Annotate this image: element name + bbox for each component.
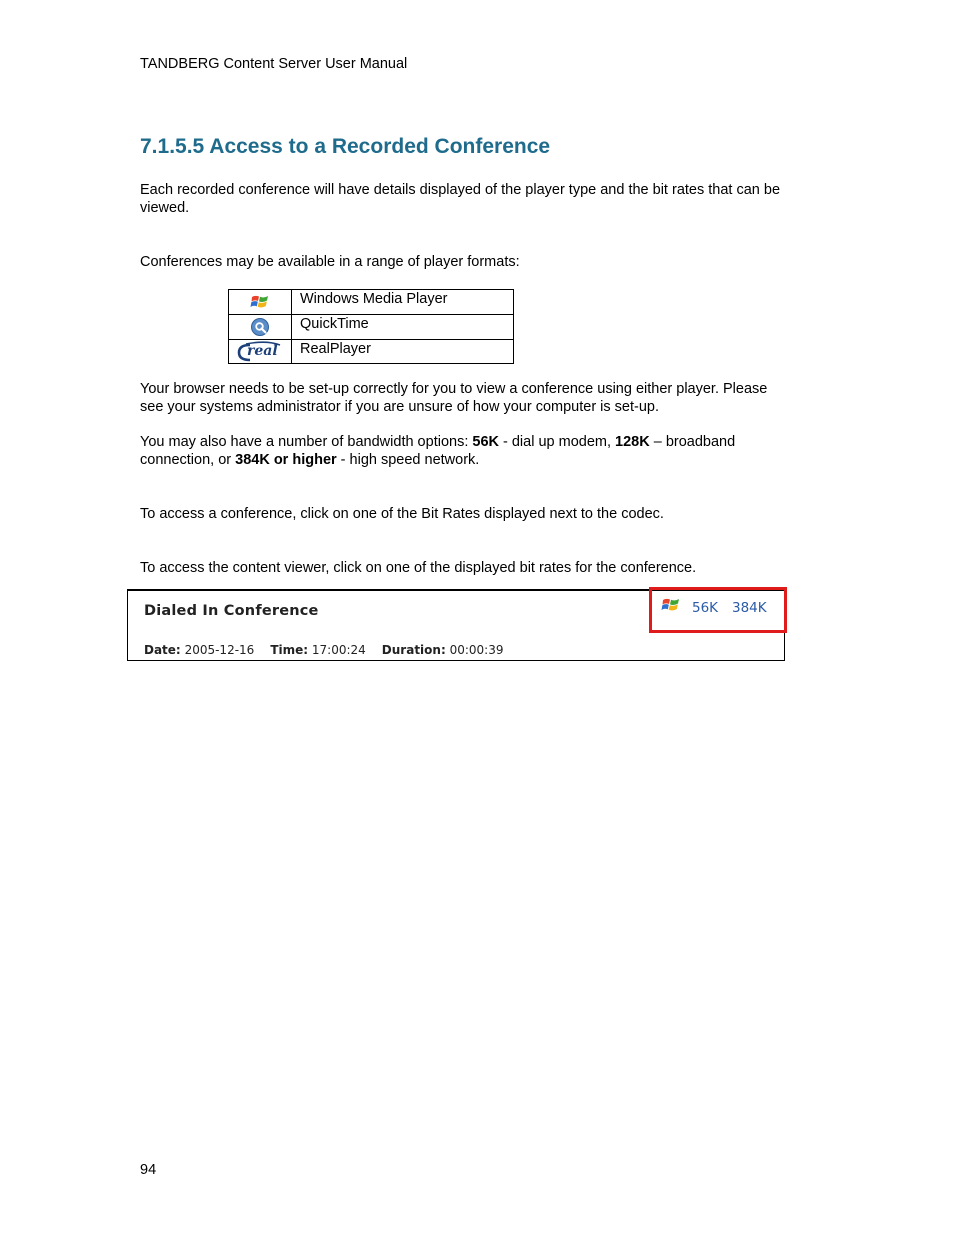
bandwidth-option-128k: 128K — [615, 434, 650, 450]
table-cell-icon — [229, 340, 292, 364]
access-paragraph: To access a conference, click on one of the Bit Rates displayed next to the codec. — [140, 506, 664, 522]
player-formats-table — [228, 289, 514, 364]
conference-meta — [144, 641, 504, 659]
bandwidth-option-384k: 384K or higher — [235, 452, 337, 468]
page-header: TANDBERG Content Server User Manual — [140, 56, 408, 72]
table-row — [229, 290, 514, 315]
table-cell-icon — [229, 290, 292, 315]
player-label: QuickTime — [292, 315, 514, 340]
conference-duration: 00:00:39 — [449, 643, 504, 657]
conference-entry — [127, 589, 785, 661]
windows-media-icon — [661, 596, 681, 614]
realplayer-logo-text: real — [247, 342, 278, 359]
conference-time: 17:00:24 — [311, 643, 366, 657]
bandwidth-text: - dial up modem, — [498, 434, 616, 450]
conference-date: 2005-12-16 — [184, 643, 255, 657]
player-label: RealPlayer — [292, 340, 514, 364]
bit-rates-highlight — [649, 587, 787, 633]
bit-rate-link-56k[interactable]: 56K — [692, 600, 719, 616]
bandwidth-text: – broadband connection, or — [140, 434, 736, 468]
conference-title: Dialed In Conference — [144, 603, 319, 619]
windows-media-icon — [250, 293, 270, 311]
section-title: 7.1.5.5 Access to a Recorded Conference — [140, 135, 551, 158]
date-label: Date: — [144, 643, 181, 657]
viewer-paragraph: To access the content viewer, click on one of the displayed bit rates for the conference. — [140, 560, 697, 576]
player-label: Windows Media Player — [292, 290, 514, 315]
table-row — [229, 315, 514, 340]
table-cell-icon — [229, 315, 292, 340]
bandwidth-option-56k: 56K — [472, 434, 499, 450]
bandwidth-paragraph — [140, 433, 800, 469]
duration-label: Duration: — [381, 643, 446, 657]
page-number: 94 — [140, 1162, 157, 1178]
bandwidth-text: You may also have a number of bandwidth options: — [140, 434, 473, 450]
formats-paragraph: Conferences may be available in a range of player formats: — [140, 254, 520, 270]
intro-paragraph: Each recorded conference will have details displayed of the player type and the bit rates that can be viewed. — [140, 182, 781, 216]
realplayer-icon — [236, 341, 284, 363]
time-label: Time: — [270, 643, 309, 657]
table-row — [229, 340, 514, 364]
bit-rate-link-384k[interactable]: 384K — [732, 600, 767, 616]
quicktime-icon — [250, 317, 270, 337]
bandwidth-text: - high speed network. — [336, 452, 480, 468]
browser-paragraph: Your browser needs to be set-up correctly for you to view a conference using either player. Please see your systems administrator if you are unsure of how your computer is set-up. — [140, 381, 768, 415]
